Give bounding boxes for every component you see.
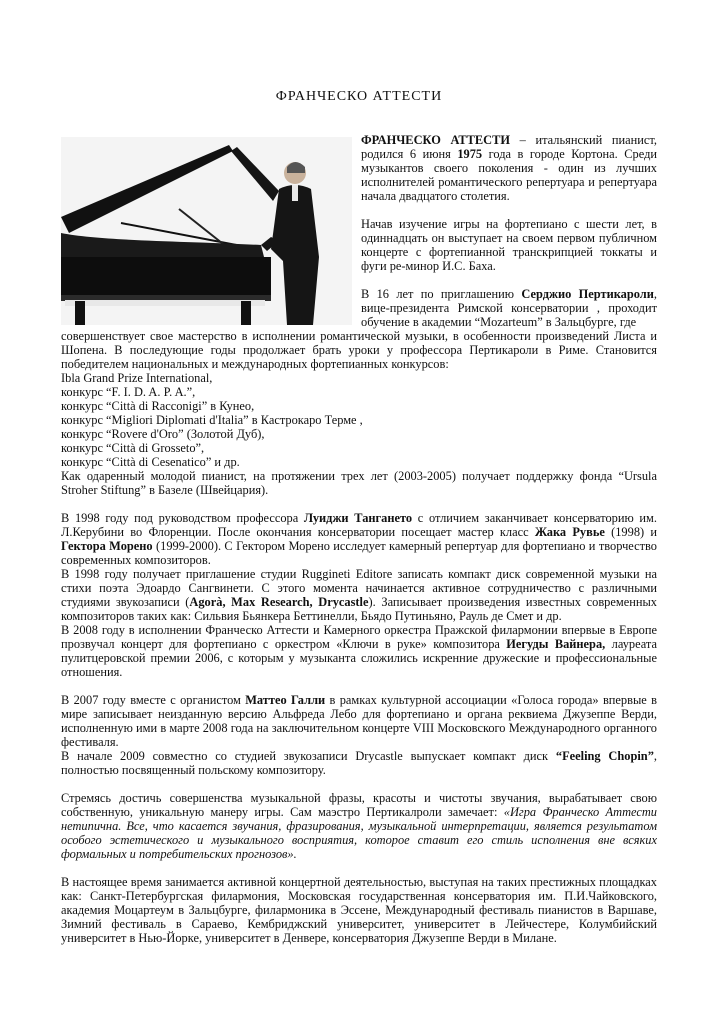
mozarteum-continuation: совершенствует свое мастерство в исполнении романтической музыки, в особенности произведений Листа и Шопена. В последующие годы продолжает брать уроки у профессора Пертикароли в Риме. Становится победителем национальных и международных фортепианных конкурсов:	[61, 329, 657, 371]
competition-item: конкурс “Città di Racconigi” в Кунео,	[61, 399, 255, 413]
birth-year: 1975	[457, 147, 483, 161]
chopin-cd-paragraph: В начале 2009 совместно со студией звукозаписи Drycastle выпускает компакт диск “Feeling Chopin”, полностью посвященный польскому композитору.	[61, 749, 657, 777]
competition-item: конкурс “Rovere d'Oro” (Золотой Дуб),	[61, 427, 265, 441]
intro-paragraph: ФРАНЧЕСКО АТТЕСТИ – итальянский пианист, родился 6 июня 1975 года в городе Кортона. Среди музыкантов своего поколения - один из лучших исполнителей романтического репертуара и репертуара начала двадцатого столетия.	[361, 133, 658, 203]
foundation-support-paragraph: Как одаренный молодой пианист, на протяжении трех лет (2003-2005) получает поддержку фонда “Ursula Stroher Stiftung” в Базеле (Швейцария).	[61, 469, 657, 497]
recording-paragraph: В 1998 году получает приглашение студии Ruggineti Editore записать компакт диск современной музыки на стихи поэта Эдоардо Сангвинети. С этого момента начинается активное сотрудничество с различными студиями звукозаписи (Agorà, Max Research, Drycastle). Записывает произведения известных современных композиторов таких как: Сильвия Бьянкера Беттинелли, Бьядо Путиньяно, Рауль де Смет и др.	[61, 567, 658, 623]
style-paragraph: Стремясь достичь совершенства музыкальной фразы, красоты и чистоты звучания, вырабатывает свою собственную, уникальную манеру игры. Сам маэстро Пертикалроли замечает: «Игра Франческо Аттести нетипична. Все, что касается звучания, фразирования, музыкальной интерпретации, является результатом особого эстетического и музыкального восприятия, которое ставит его стиль исполнения вне всяких формальных и потребительских прогнозов».	[61, 791, 657, 861]
organ-paragraph: В 2007 году вместе с органистом Маттео Галли в рамках культурной ассоциации «Голоса города» впервые в мире записывает неизданную версию Альфреда Лебо для фортепиано и органа реквиема Джузеппе Верди, исполненную ими в марте 2008 года на заключительном концерте VIII Московского Международного органного фестиваля.	[61, 693, 658, 749]
prague-concert-paragraph: В 2008 году в исполнении Франческо Аттести и Камерного оркестра Пражской филармонии впервые в Европе прозвучал концерт для фортепиано с оркестром «Ключи в руке» композитора Иегуды Вайнера, лауреата пулитцеровской премии 2006, с которым у музыканта сложились искренние дружеские и профессиональные отношения.	[61, 623, 657, 679]
pianist-photo	[61, 137, 352, 325]
biography-body	[61, 329, 657, 945]
competition-item: конкурс “F. I. D. A. P. A.”,	[61, 385, 196, 399]
current-activity-paragraph: В настоящее время занимается активной концертной деятельностью, выступая на таких престижных площадках как: Санкт-Петербургская филармония, Московская государственная консерватория им. П.И.Чайковского, академия Моцартеум в Зальцбурге, филармоника в Эссене, Международный фестиваль пианистов в Варшаве, Зимний фестиваль в Сараево, Кембриджский университет, университет в Лейчестере, Колумбийский университет в Нью-Йорке, университет в Денвере, консерватория Джузеппе Верди в Милане.	[61, 875, 657, 945]
intro-name: ФРАНЧЕСКО АТТЕСТИ	[361, 133, 510, 147]
teacher-name: Серджио Пертикароли	[521, 287, 654, 301]
mozarteum-paragraph: В 16 лет по приглашению Серджио Пертикароли, вице-президента Римской консерватории , проходит обучение в академии “Mozarteum” в Зальцбурге, где	[361, 287, 657, 329]
page-title: ФРАНЧЕСКО АТТЕСТИ	[275, 89, 443, 104]
intro-column	[361, 133, 657, 329]
competition-item: Ibla Grand Prize International,	[61, 371, 213, 385]
maestro-quote: «Игра Франческо Аттести нетипична. Все, что касается звучания, фразирования, музыкальной интерпретации, является результатом особого эстетического и музыкального восприятия, которое ставит его стиль исполнения вне всяких формальных и потребительских прогнозов».	[61, 805, 657, 861]
graduation-paragraph: В 1998 году под руководством профессора Луиджи Тангането с отличием заканчивает консерваторию им. Л.Керубини во Флоренции. После окончания консерватории посещает мастер класс Жака Рувье (1998) и Гектора Морено (1999-2000). С Гектором Морено исследует камерный репертуар для фортепиано и творчество современных композиторов.	[61, 511, 658, 567]
competition-item: конкурс “Città di Cesenatico” и др.	[61, 455, 240, 469]
competition-item: конкурс “Migliori Diplomati d'Italia” в Кастрокаро Терме ,	[61, 413, 363, 427]
pianist-with-piano-image	[61, 137, 352, 325]
competition-item: конкурс “Città di Grosseto”,	[61, 441, 205, 455]
study-start-paragraph: Начав изучение игры на фортепиано с шести лет, в одиннадцать он выступает на своем первом публичном концерте с фортепианной транскрипцией токкаты и фуги ре-минор И.С. Баха.	[361, 217, 657, 273]
